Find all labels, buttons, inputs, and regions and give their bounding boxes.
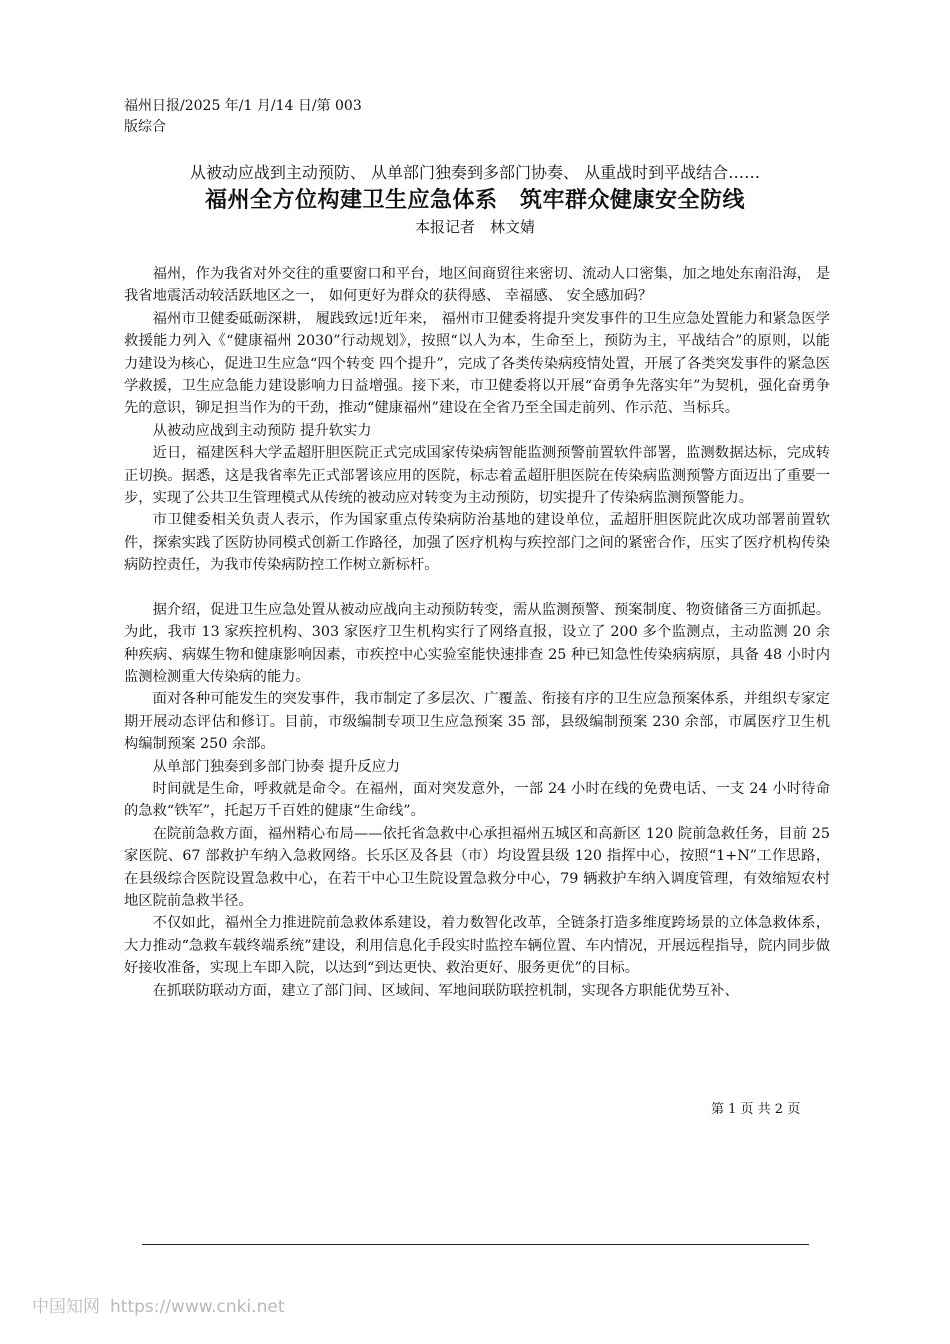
footer-divider <box>142 1244 809 1245</box>
paragraph: 福州，作为我省对外交往的重要窗口和平台，地区间商贸往来密切、流动人口密集，加之地处东南沿海， 是我省地震活动较活跃地区之一， 如何更好为群众的获得感、 幸福感、 安全感加码？ <box>124 266 830 305</box>
watermark-brand: 中国知网 <box>32 1297 100 1317</box>
article-kicker: 从被动应战到主动预防、 从单部门独奏到多部门协奏、 从重战时到平战结合…… <box>189 163 761 182</box>
paragraph: 近日，福建医科大学孟超肝胆医院正式完成国家传染病智能监测预警前置软件部署，监测数据达标，完成转正切换。据悉，这是我省率先正式部署该应用的医院，标志着孟超肝胆医院在传染病监测预警方面迈出了重要一步，实现了公共卫生管理模式从传统的被动应对转变为主动预防，切实提升了传染病监测预警能力。 <box>124 445 830 507</box>
paragraph: 市卫健委相关负责人表示，作为国家重点传染病防治基地的建设单位，孟超肝胆医院此次成功部署前置软件，探索实践了医防协同模式创新工作路径，加强了医疗机构与疾控部门之间的紧密合作，压实了医疗机构传染病防控责任，为我市传染病防控工作树立新标杆。 <box>124 512 830 574</box>
paragraph: 在抓联防联动方面，建立了部门间、区域间、军地间联防联控机制，实现各方职能优势互补、 <box>152 982 739 999</box>
paragraph: 福州市卫健委砥砺深耕， 履践致远!近年来， 福州市卫健委将提升突发事件的卫生应急处置能力和紧急医学救援能力列入《“健康福州 2030”行动规划》，按照“以人为本，生命至上，预防为主，平战结合”的原则，以能力建设为核心，促进卫生应急“四个转变 四个提升”，完成了各类传染病疫情处置，开展了各类突发事件的紧急医学救援，卫生应急能力建设影响力日益增强。接下来，市卫健委将以开展“奋勇争先落实年”为契机，强化奋勇争先的意识，铆足担当作为的干劲，推动“健康福州”建设在全省乃至全国走前列、作示范、当标兵。 <box>124 310 830 417</box>
source-line-1: 福州日报/2025 年/1 月/14 日/第 003 <box>124 98 362 114</box>
article-body <box>124 263 830 1002</box>
page-number: 第 1 页 共 2 页 <box>711 1102 801 1117</box>
paragraph: 时间就是生命，呼救就是命令。在福州，面对突发意外，一部 24 小时在线的免费电话、一支 24 小时待命的急救“铁军”，托起万千百姓的健康“生命线”。 <box>124 780 830 820</box>
source-info <box>124 96 394 138</box>
article-byline: 本报记者 林文婧 <box>414 218 535 236</box>
paragraph: 在院前急救方面，福州精心布局——依托省急救中心承担福州五城区和高新区 120 院前急救任务，目前 25 家医院、67 部救护车纳入急救网络。长乐区及各县（市）均设置县级 120 指挥中心，按照“1+N”工作思路，在县级综合医院设置急救中心，在若干中心卫生院设置急救分中心，79 辆救护车纳入调度管理，有效缩短农村地区院前急救半径。 <box>124 825 830 909</box>
section-heading: 从被动应战到主动预防 提升软实力 <box>152 422 372 439</box>
cnki-watermark <box>32 1294 284 1320</box>
paragraph: 据介绍，促进卫生应急处置从被动应战向主动预防转变，需从监测预警、预案制度、物资储备三方面抓起。为此，我市 13 家疾控机构、303 家医疗卫生机构实行了网络直报，设立了 200 多个监测点，主动监测 20 余种疾病、病媒生物和健康影响因素，市疾控中心实验室能快速排查 25 种已知急性传染病病原，具备 48 小时内监测检测重大传染病的能力。 <box>124 601 830 685</box>
paragraph: 不仅如此，福州全力推进院前急救体系建设，着力数智化改革，全链条打造多维度跨场景的立体急救体系，大力推动“急救车载终端系统”建设，利用信息化手段实时监控车辆位置、车内情况，开展远程指导，院内同步做好接收准备，实现上车即入院，以达到“到达更快、救治更好、服务更优”的目标。 <box>124 915 830 977</box>
source-line-2: 版综合 <box>124 119 166 135</box>
watermark-url: https://www.cnki.net <box>110 1297 285 1317</box>
article-title: 福州全方位构建卫生应急体系 筑牢群众健康安全防线 <box>204 188 745 213</box>
paragraph: 面对各种可能发生的突发事件，我市制定了多层次、广覆盖、衔接有序的卫生应急预案体系，并组织专家定期开展动态评估和修订。目前，市级编制专项卫生应急预案 35 部，县级编制预案 230 余部，市属医疗卫生机构编制预案 250 余部。 <box>124 691 830 753</box>
section-heading: 从单部门独奏到多部门协奏 提升反应力 <box>152 758 401 775</box>
